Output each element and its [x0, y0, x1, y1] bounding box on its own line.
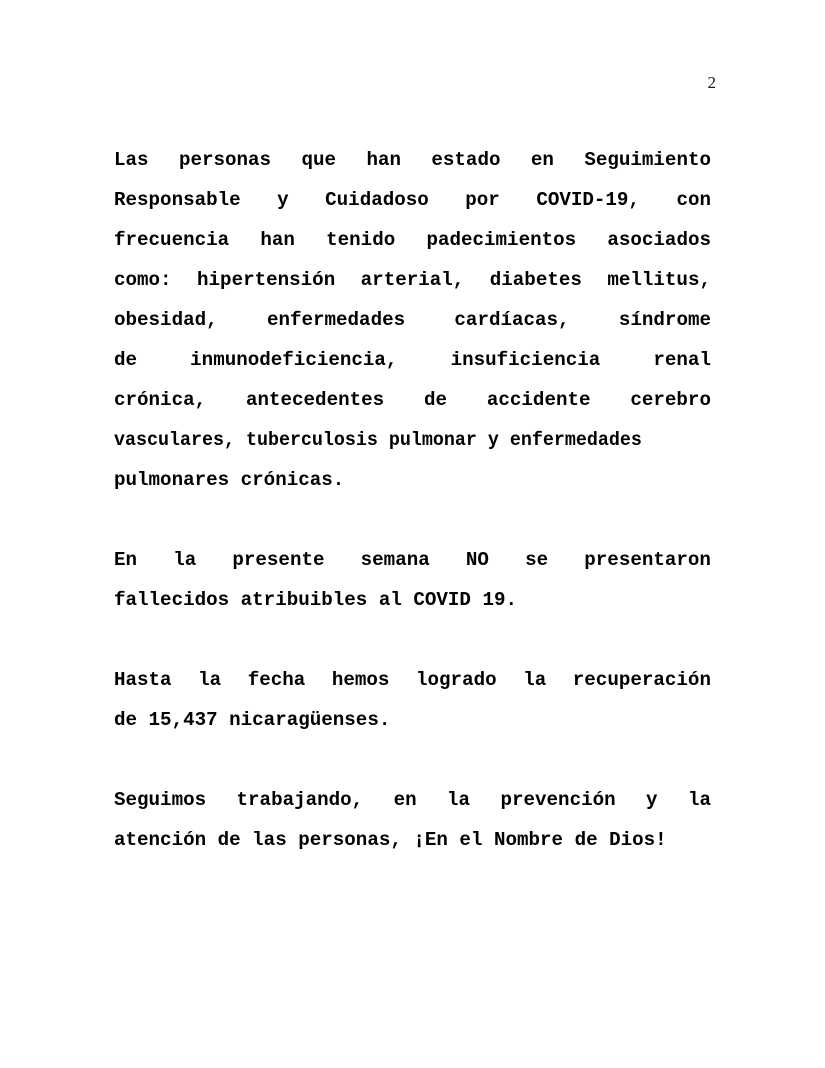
text-word: arterial, — [360, 269, 465, 291]
text-line — [114, 540, 711, 580]
text-word: Cuidadoso — [325, 189, 429, 211]
text-word: crónica, — [114, 389, 207, 411]
text-word: síndrome — [618, 309, 711, 331]
text-word: de — [424, 389, 448, 411]
text-line — [114, 260, 711, 300]
text-line — [114, 220, 711, 260]
text-word: en — [393, 789, 417, 811]
text-word: prevención — [500, 789, 616, 811]
text-word: con — [676, 189, 711, 211]
text-word: personas — [178, 149, 272, 171]
text-word: semana — [360, 549, 430, 571]
text-word: Seguimos — [114, 789, 207, 811]
text-word: tenido — [326, 229, 396, 251]
text-line — [114, 140, 711, 180]
text-line — [114, 660, 711, 700]
text-word: la — [687, 789, 711, 811]
text-word: se — [525, 549, 549, 571]
text-word: NO — [465, 549, 489, 571]
text-word: cerebro — [630, 389, 711, 411]
page-number: 2 — [707, 73, 716, 92]
text-word: han — [260, 229, 295, 251]
text-word: fecha — [247, 669, 306, 691]
text-word: presentaron — [584, 549, 711, 571]
text-word: asociados — [607, 229, 711, 251]
text-line: vasculares, tuberculosis pulmonar y enfermedades — [114, 429, 642, 451]
text-word: de — [114, 349, 138, 371]
text-word: Seguimiento — [584, 149, 711, 171]
text-word: hemos — [331, 669, 390, 691]
text-word: y — [646, 789, 658, 811]
text-word: que — [301, 149, 337, 171]
text-word: la — [523, 669, 547, 691]
text-word: hipertensión — [197, 269, 336, 291]
paragraph-1 — [114, 140, 711, 500]
text-line — [114, 380, 711, 420]
text-word: obesidad, — [114, 309, 218, 331]
text-word: antecedentes — [245, 389, 385, 411]
text-word: En — [114, 549, 138, 571]
text-word: han — [366, 149, 401, 171]
text-line: de 15,437 nicaragüenses. — [114, 709, 391, 731]
text-word: Responsable — [114, 189, 241, 211]
text-word: Hasta — [114, 669, 172, 691]
text-word: en — [530, 149, 554, 171]
text-line — [114, 780, 711, 820]
text-word: la — [447, 789, 471, 811]
text-word: COVID-19, — [536, 189, 640, 211]
text-word: y — [277, 189, 289, 211]
text-word: recuperación — [572, 669, 711, 691]
text-line: pulmonares crónicas. — [114, 469, 345, 491]
text-word: trabajando, — [236, 789, 364, 811]
text-line — [114, 340, 711, 380]
text-word: accidente — [486, 389, 591, 411]
text-word: renal — [653, 349, 711, 371]
text-word: presente — [232, 549, 325, 571]
text-word: insuficiencia — [450, 349, 601, 371]
text-word: la — [198, 669, 222, 691]
text-word: la — [173, 549, 197, 571]
paragraph-3 — [114, 660, 711, 740]
text-word: diabetes — [489, 269, 582, 291]
text-word: enfermedades — [266, 309, 406, 331]
paragraph-4 — [114, 780, 711, 860]
text-word: frecuencia — [114, 229, 230, 251]
document-body — [114, 140, 711, 860]
text-word: padecimientos — [426, 229, 577, 251]
paragraph-2 — [114, 540, 711, 620]
text-word: logrado — [416, 669, 497, 691]
text-word: como: — [114, 269, 172, 291]
text-line: fallecidos atribuibles al COVID 19. — [114, 589, 518, 611]
text-line — [114, 300, 711, 340]
text-word: inmunodeficiencia, — [190, 349, 398, 371]
text-line: atención de las personas, ¡En el Nombre de Dios! — [114, 829, 667, 851]
text-word: estado — [431, 149, 501, 171]
text-word: cardíacas, — [454, 309, 570, 331]
text-word: Las — [114, 149, 149, 171]
text-line — [114, 180, 711, 220]
text-word: por — [465, 189, 500, 211]
text-word: mellitus, — [607, 269, 711, 291]
